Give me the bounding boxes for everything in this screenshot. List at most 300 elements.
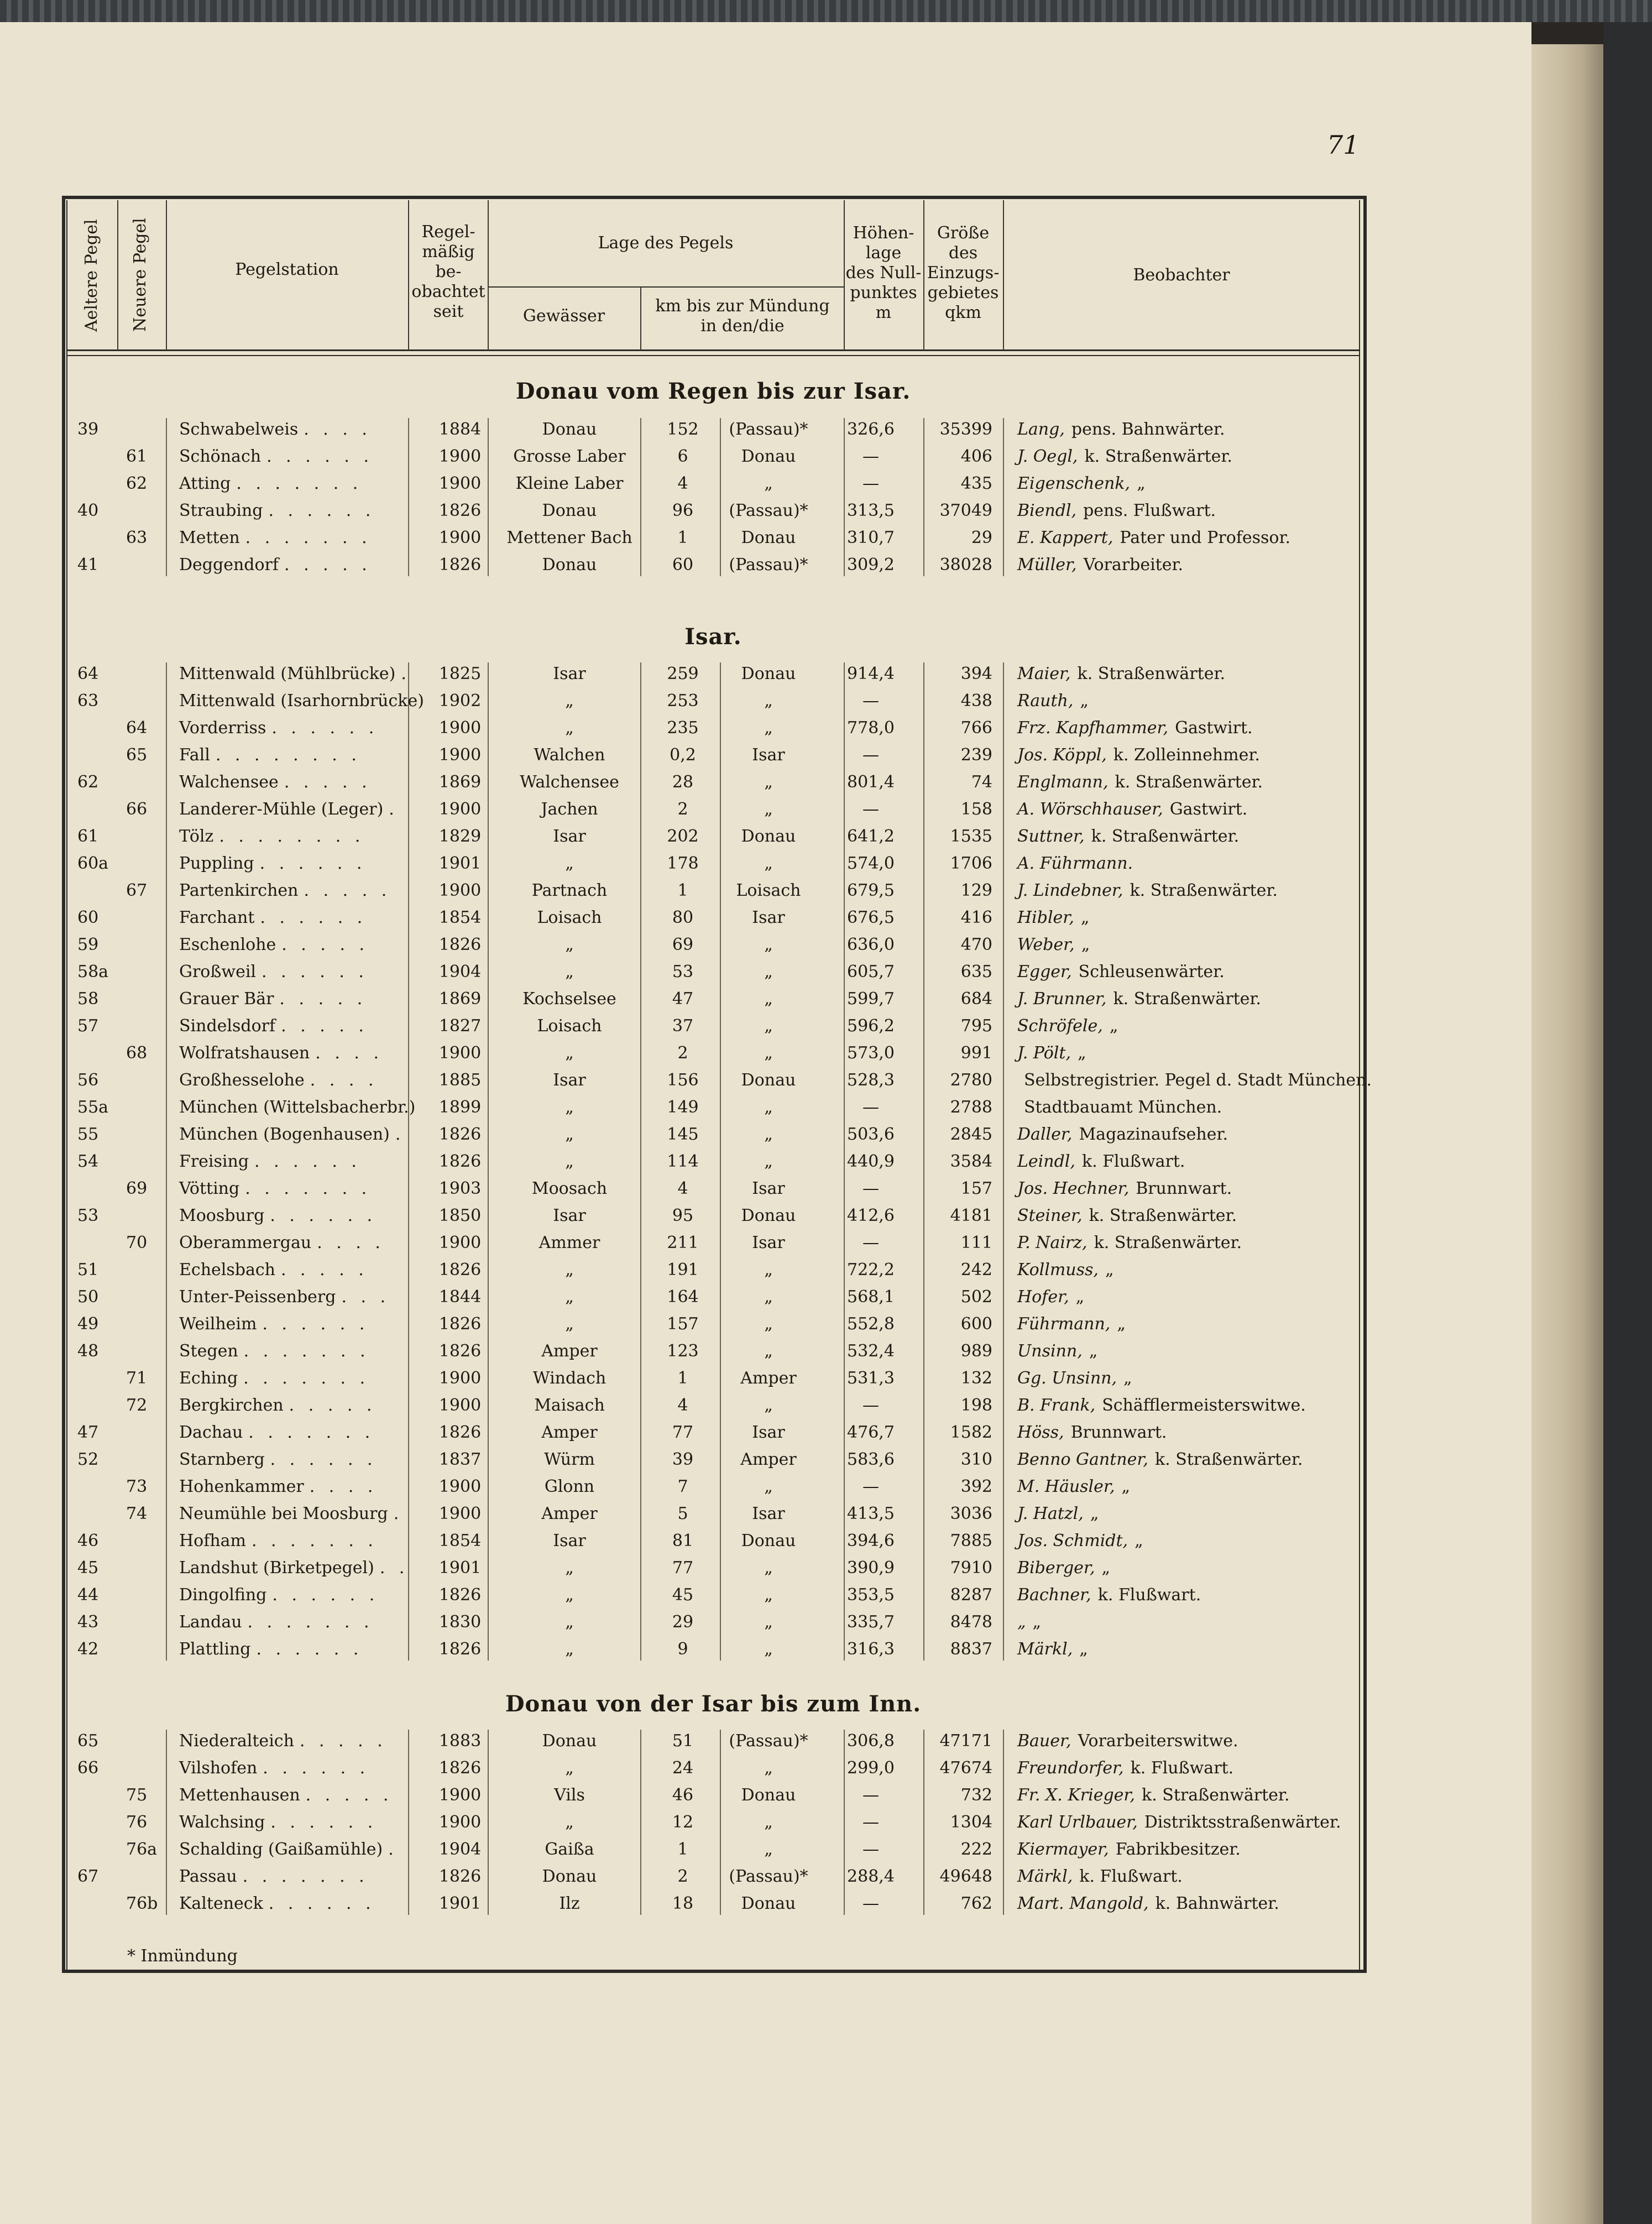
table-row [66,958,1360,985]
area-cell: 600 [960,1314,992,1334]
km-cell: 4 [677,1179,688,1198]
table-row [66,877,1360,904]
height-cell: — [862,1786,879,1805]
station-name: Großweil [179,962,257,982]
observer-cell [1017,1256,1114,1283]
observer-cell [1017,1094,1222,1121]
station-leader-dots: . . . . [310,1071,378,1090]
area-cell: 766 [960,718,992,738]
station-name: Vilshofen [179,1758,258,1778]
water-cell: Walchen [534,745,605,765]
header-height-line: Höhen- [853,223,914,243]
area-cell: 158 [960,800,992,819]
km-cell: 77 [672,1558,694,1578]
table-row [66,931,1360,958]
water-cell: Würm [544,1450,595,1469]
water-cell: „ [565,1314,574,1334]
station-leader-dots: . . . . [317,1233,385,1252]
since-cell: 1900 [438,447,482,466]
observer-name: Egger, [1017,962,1072,982]
since-cell: 1900 [438,1233,482,1252]
area-cell: 239 [960,745,992,765]
since-cell: 1901 [438,1894,482,1913]
observer-cell [1017,850,1139,877]
water-cell: „ [565,718,574,738]
height-cell: 778,0 [847,718,895,738]
km-cell: 1 [677,528,688,547]
observer-cell [1017,1202,1237,1229]
height-cell: — [862,447,879,466]
water-cell: „ [565,1558,574,1578]
header-observer: Beobachter [1133,265,1230,285]
header-height-line: punktes [850,283,917,302]
observer-role: pens. Flußwart. [1083,501,1216,520]
km-cell: 46 [672,1786,694,1805]
old-gauge-cell: 58a [77,962,109,982]
observer-cell [1017,1311,1126,1338]
km-cell: 123 [667,1341,699,1361]
observer-role: k. Straßenwärter. [1094,1233,1242,1252]
mouth-cell: „ [764,935,773,954]
table-row [66,1581,1360,1609]
observer-role: Vorarbeiterswitwe. [1078,1731,1238,1751]
observer-cell [1017,1175,1232,1202]
km-cell: 51 [672,1731,694,1751]
table-row [66,1446,1360,1473]
km-cell: 24 [672,1758,694,1778]
since-cell: 1826 [438,1314,482,1334]
station-name: Eching [179,1369,238,1388]
header-area-line: des [948,243,978,263]
since-cell: 1826 [438,1585,482,1605]
observer-cell [1017,443,1232,470]
station-leader-dots: . . . . . . [270,1206,377,1225]
water-cell: Isar [553,664,586,683]
table-row [66,1500,1360,1527]
since-cell: 1854 [438,908,482,927]
observer-cell [1017,1040,1086,1067]
header-since-line: be- [435,262,462,281]
station-cell [179,1581,478,1609]
station-cell [179,1782,478,1809]
old-gauge-cell: 40 [77,501,99,520]
station-name: Freising [179,1152,249,1171]
area-cell: 222 [960,1840,992,1859]
station-leader-dots: . . . . . [284,772,372,792]
table-row [66,904,1360,931]
station-leader-dots: . . . . . . . [243,1369,370,1388]
mouth-cell: „ [764,1840,773,1859]
mouth-cell: „ [764,1287,773,1307]
mouth-cell: Isar [752,1233,785,1252]
table-row [66,1365,1360,1392]
observer-role: „ [1123,1369,1132,1388]
mouth-cell: „ [764,1341,773,1361]
mouth-cell: Isar [752,1504,785,1523]
station-cell [179,687,478,714]
old-gauge-cell: 67 [77,1867,99,1886]
station-leader-dots: . . . . . . . . [219,827,365,846]
mouth-cell: Donau [741,447,796,466]
area-cell: 47674 [939,1758,992,1778]
table-row [66,1283,1360,1311]
observer-role: „ [1105,1260,1114,1280]
since-cell: 1826 [438,501,482,520]
station-leader-dots: . . . . . . [272,1585,379,1605]
header-rule-double [66,355,1360,356]
station-cell [179,1256,478,1283]
height-cell: 636,0 [847,935,895,954]
since-cell: 1844 [438,1287,482,1307]
section-title: Donau von der Isar bis zum Inn. [505,1691,922,1717]
water-cell: „ [565,1640,574,1659]
observer-cell [1017,1365,1132,1392]
header-area-line: qkm [945,303,981,322]
observer-cell [1017,687,1089,714]
km-cell: 2 [677,800,688,819]
station-leader-dots: . . . . . . . [243,1341,370,1361]
table-row [66,1554,1360,1581]
station-leader-dots: . . . . . . [266,447,373,466]
observer-name: B. Frank, [1017,1396,1096,1415]
since-cell: 1826 [438,1758,482,1778]
station-cell [179,1311,478,1338]
km-cell: 9 [677,1640,688,1659]
since-cell: 1885 [438,1071,482,1090]
mouth-cell: „ [764,1813,773,1832]
header-divider [117,200,118,351]
station-cell [179,1609,478,1636]
table-row [66,742,1360,769]
station-cell [179,1863,478,1890]
header-station: Pegelstation [235,260,339,279]
table-row [66,687,1360,714]
since-cell: 1837 [438,1450,482,1469]
observer-cell [1017,1809,1341,1836]
station-cell [179,958,478,985]
header-km-line: km bis zur Mündung [655,296,830,316]
km-cell: 39 [672,1450,694,1469]
old-gauge-cell: 46 [77,1531,99,1550]
observer-cell [1017,551,1183,578]
station-cell [179,904,478,931]
station-leader-dots: . . . . . [281,1016,368,1036]
header-height-line: m [875,303,892,322]
station-name: Landerer-Mühle (Leger) [179,800,384,819]
station-name: Neumühle bei Moosburg [179,1504,388,1523]
new-gauge-cell: 73 [126,1477,148,1496]
water-cell: Donau [542,1867,597,1886]
station-cell [179,1636,478,1663]
water-cell: „ [565,1152,574,1171]
station-leader-dots: . . . . [315,1043,384,1063]
water-cell: Ilz [559,1894,580,1913]
station-name: Landshut (Birketpegel) [179,1558,374,1578]
mouth-cell: Donau [741,1894,796,1913]
observer-name: Unsinn, [1017,1341,1083,1361]
water-cell: „ [565,691,574,711]
area-cell: 29 [971,528,992,547]
station-cell [179,1121,478,1148]
area-cell: 470 [960,935,992,954]
observer-role: „ [1090,1504,1099,1523]
km-cell: 45 [672,1585,694,1605]
table-row [66,1863,1360,1890]
observer-name: Jos. Köppl, [1017,745,1107,765]
height-cell: — [862,745,879,765]
old-gauge-cell: 42 [77,1640,99,1659]
water-cell: Amper [541,1423,598,1442]
mouth-cell: „ [764,1585,773,1605]
mouth-cell: „ [764,854,773,873]
table-row [66,1311,1360,1338]
since-cell: 1901 [438,1558,482,1578]
table-row [66,497,1360,524]
water-cell: Isar [553,1206,586,1225]
new-gauge-cell: 66 [126,800,148,819]
mouth-cell: „ [764,1152,773,1171]
water-cell: Kochselsee [522,989,616,1009]
header-km [641,296,844,336]
observer-cell [1017,1473,1130,1500]
header-divider [488,200,489,351]
height-cell: 573,0 [847,1043,895,1063]
table-row [66,714,1360,742]
lage-rule [488,286,844,288]
old-gauge-cell: 60 [77,908,99,927]
since-cell: 1904 [438,962,482,982]
since-cell: 1826 [438,1640,482,1659]
observer-cell [1017,1446,1303,1473]
mouth-cell: „ [764,1758,773,1778]
observer-role: „ [1081,935,1090,954]
station-name: Dachau [179,1423,243,1442]
observer-role: Brunnwart. [1136,1179,1232,1198]
table-row [66,551,1360,578]
observer-name: E. Kappert, [1017,528,1113,547]
height-cell: 599,7 [847,989,895,1009]
since-cell: 1900 [438,1786,482,1805]
new-gauge-cell: 64 [126,718,148,738]
new-gauge-cell: 63 [126,528,148,547]
station-leader-dots: . [393,1504,404,1523]
since-cell: 1850 [438,1206,482,1225]
observer-role: „ [1135,1531,1143,1550]
since-cell: 1900 [438,1369,482,1388]
since-cell: 1826 [438,1867,482,1886]
since-cell: 1827 [438,1016,482,1036]
observer-role: k. Straßenwärter. [1077,664,1226,683]
observer-name: A. Wörschhauser, [1017,800,1163,819]
area-cell: 3036 [950,1504,992,1523]
km-cell: 80 [672,908,694,927]
station-name: Farchant [179,908,255,927]
observer-role: Vorarbeiter. [1083,555,1184,575]
old-gauge-cell: 55a [77,1098,109,1117]
observer-name: Jos. Hechner, [1017,1179,1130,1198]
height-cell: 605,7 [847,962,895,982]
observer-role: Brunnwart. [1070,1423,1167,1442]
header-new-gauge: Neuere Pegel [130,218,150,332]
table-row [66,1256,1360,1283]
height-cell: 326,6 [847,420,895,439]
area-cell: 406 [960,447,992,466]
observer-cell [1017,1782,1290,1809]
mouth-cell: Amper [740,1450,797,1469]
mouth-cell: „ [764,1477,773,1496]
water-cell: Jachen [541,800,598,819]
table-row [66,796,1360,823]
water-cell: „ [565,1287,574,1307]
observer-role: k. Straßenwärter. [1089,1206,1237,1225]
area-cell: 438 [960,691,992,711]
water-cell: Mettener Bach [506,528,632,547]
station-cell [179,1283,478,1311]
water-cell: Ammer [539,1233,600,1252]
observer-role: pens. Bahnwärter. [1071,420,1225,439]
observer-name: Gg. Unsinn, [1017,1369,1117,1388]
height-cell: — [862,474,879,493]
table-row [66,1636,1360,1663]
old-gauge-cell: 53 [77,1206,99,1225]
station-leader-dots: . . . . . . [263,1758,370,1778]
section-title: Donau vom Regen bis zur Isar. [515,378,911,404]
station-name: Plattling [179,1640,251,1659]
observer-name: Steiner, [1017,1206,1083,1225]
observer-cell [1017,714,1253,742]
header-area-line: Einzugs- [927,263,1000,283]
km-cell: 2 [677,1043,688,1063]
station-leader-dots: . . . . . . [268,501,375,520]
observer-role: k. Zolleinnehmer. [1113,745,1260,765]
table-row [66,443,1360,470]
km-cell: 12 [672,1813,694,1832]
observer-name: J. Pölt, [1017,1043,1071,1063]
station-leader-dots: . . . . . . [268,1894,375,1913]
station-name: Walchensee [179,772,279,792]
table-row [66,1338,1360,1365]
since-cell: 1826 [438,935,482,954]
station-cell [179,416,478,443]
mouth-cell: (Passau)* [729,420,808,439]
since-cell: 1903 [438,1179,482,1198]
station-name: Schwabelweis [179,420,299,439]
station-name: Bergkirchen [179,1396,284,1415]
table-row [66,1202,1360,1229]
area-cell: 991 [960,1043,992,1063]
area-cell: 1535 [950,827,992,846]
height-cell: 531,3 [847,1369,895,1388]
observer-role: Gastwirt. [1169,800,1248,819]
km-cell: 211 [667,1233,699,1252]
observer-cell [1017,1836,1241,1863]
area-cell: 8837 [950,1640,992,1659]
old-gauge-cell: 52 [77,1450,99,1469]
water-cell: Glonn [544,1477,595,1496]
header-since-line: Regel- [421,222,475,242]
mouth-cell: Donau [741,528,796,547]
station-name: Schalding (Gaißamühle) [179,1840,383,1859]
observer-cell [1017,1419,1167,1446]
table-row [66,1609,1360,1636]
observer-role: „ [1079,1640,1088,1659]
station-name: Partenkirchen [179,881,299,900]
km-cell: 1 [677,1369,688,1388]
station-leader-dots: . . . . . [305,1786,393,1805]
observer-cell [1017,769,1263,796]
observer-role: Schäfflermeisterswitwe. [1102,1396,1306,1415]
km-cell: 96 [672,501,694,520]
height-cell: 574,0 [847,854,895,873]
observer-name: Eigenschenk, [1017,474,1131,493]
observer-role: k. Straßenwärter. [1084,447,1232,466]
old-gauge-cell: 50 [77,1287,99,1307]
station-cell [179,1727,478,1755]
observer-role: „ [1137,474,1146,493]
km-cell: 95 [672,1206,694,1225]
old-gauge-cell: 43 [77,1612,99,1632]
observer-role: k. Bahnwärter. [1155,1894,1279,1913]
station-name: Mittenwald (Isarhornbrücke) [179,691,424,711]
book-cover [1603,0,1652,2224]
water-cell: Donau [542,420,597,439]
station-cell [179,497,478,524]
table-row [66,1148,1360,1175]
table-row [66,850,1360,877]
mouth-cell: (Passau)* [729,501,808,520]
table-row [66,1175,1360,1202]
mouth-cell: Loisach [736,881,801,900]
new-gauge-cell: 74 [126,1504,148,1523]
station-cell [179,1148,478,1175]
observer-cell [1017,1338,1097,1365]
observer-role: k. Flußwart. [1081,1152,1185,1171]
station-name: Unter-Peissenberg [179,1287,336,1307]
observer-name: Biberger, [1017,1558,1095,1578]
station-cell [179,1040,478,1067]
km-cell: 202 [667,827,699,846]
area-cell: 1582 [950,1423,992,1442]
km-cell: 157 [667,1314,699,1334]
observer-role: „ [1089,1341,1098,1361]
observer-name: Karl Urlbauer, [1017,1813,1138,1832]
since-cell: 1900 [438,881,482,900]
station-leader-dots: . [401,664,411,683]
area-cell: 310 [960,1450,992,1469]
observer-cell [1017,796,1247,823]
observer-role: „ [1078,1043,1086,1063]
station-leader-dots: . . . . . . . [236,474,363,493]
height-cell: 299,0 [847,1758,895,1778]
old-gauge-cell: 39 [77,420,99,439]
station-leader-dots: . . . . . . . [247,1612,374,1632]
area-cell: 989 [960,1341,992,1361]
station-name: München (Bogenhausen) [179,1125,390,1144]
height-cell: 532,4 [847,1341,895,1361]
table-row [66,660,1360,687]
water-cell: „ [565,1813,574,1832]
station-leader-dots: . . . . . [281,935,369,954]
table-row [66,1782,1360,1809]
station-cell [179,1554,478,1581]
area-cell: 74 [971,772,992,792]
water-cell: Loisach [537,1016,602,1036]
observer-cell [1017,1121,1228,1148]
observer-name: Biendl, [1017,501,1077,520]
old-gauge-cell: 47 [77,1423,99,1442]
page-number: 71 [1327,130,1360,160]
station-cell [179,1419,478,1446]
